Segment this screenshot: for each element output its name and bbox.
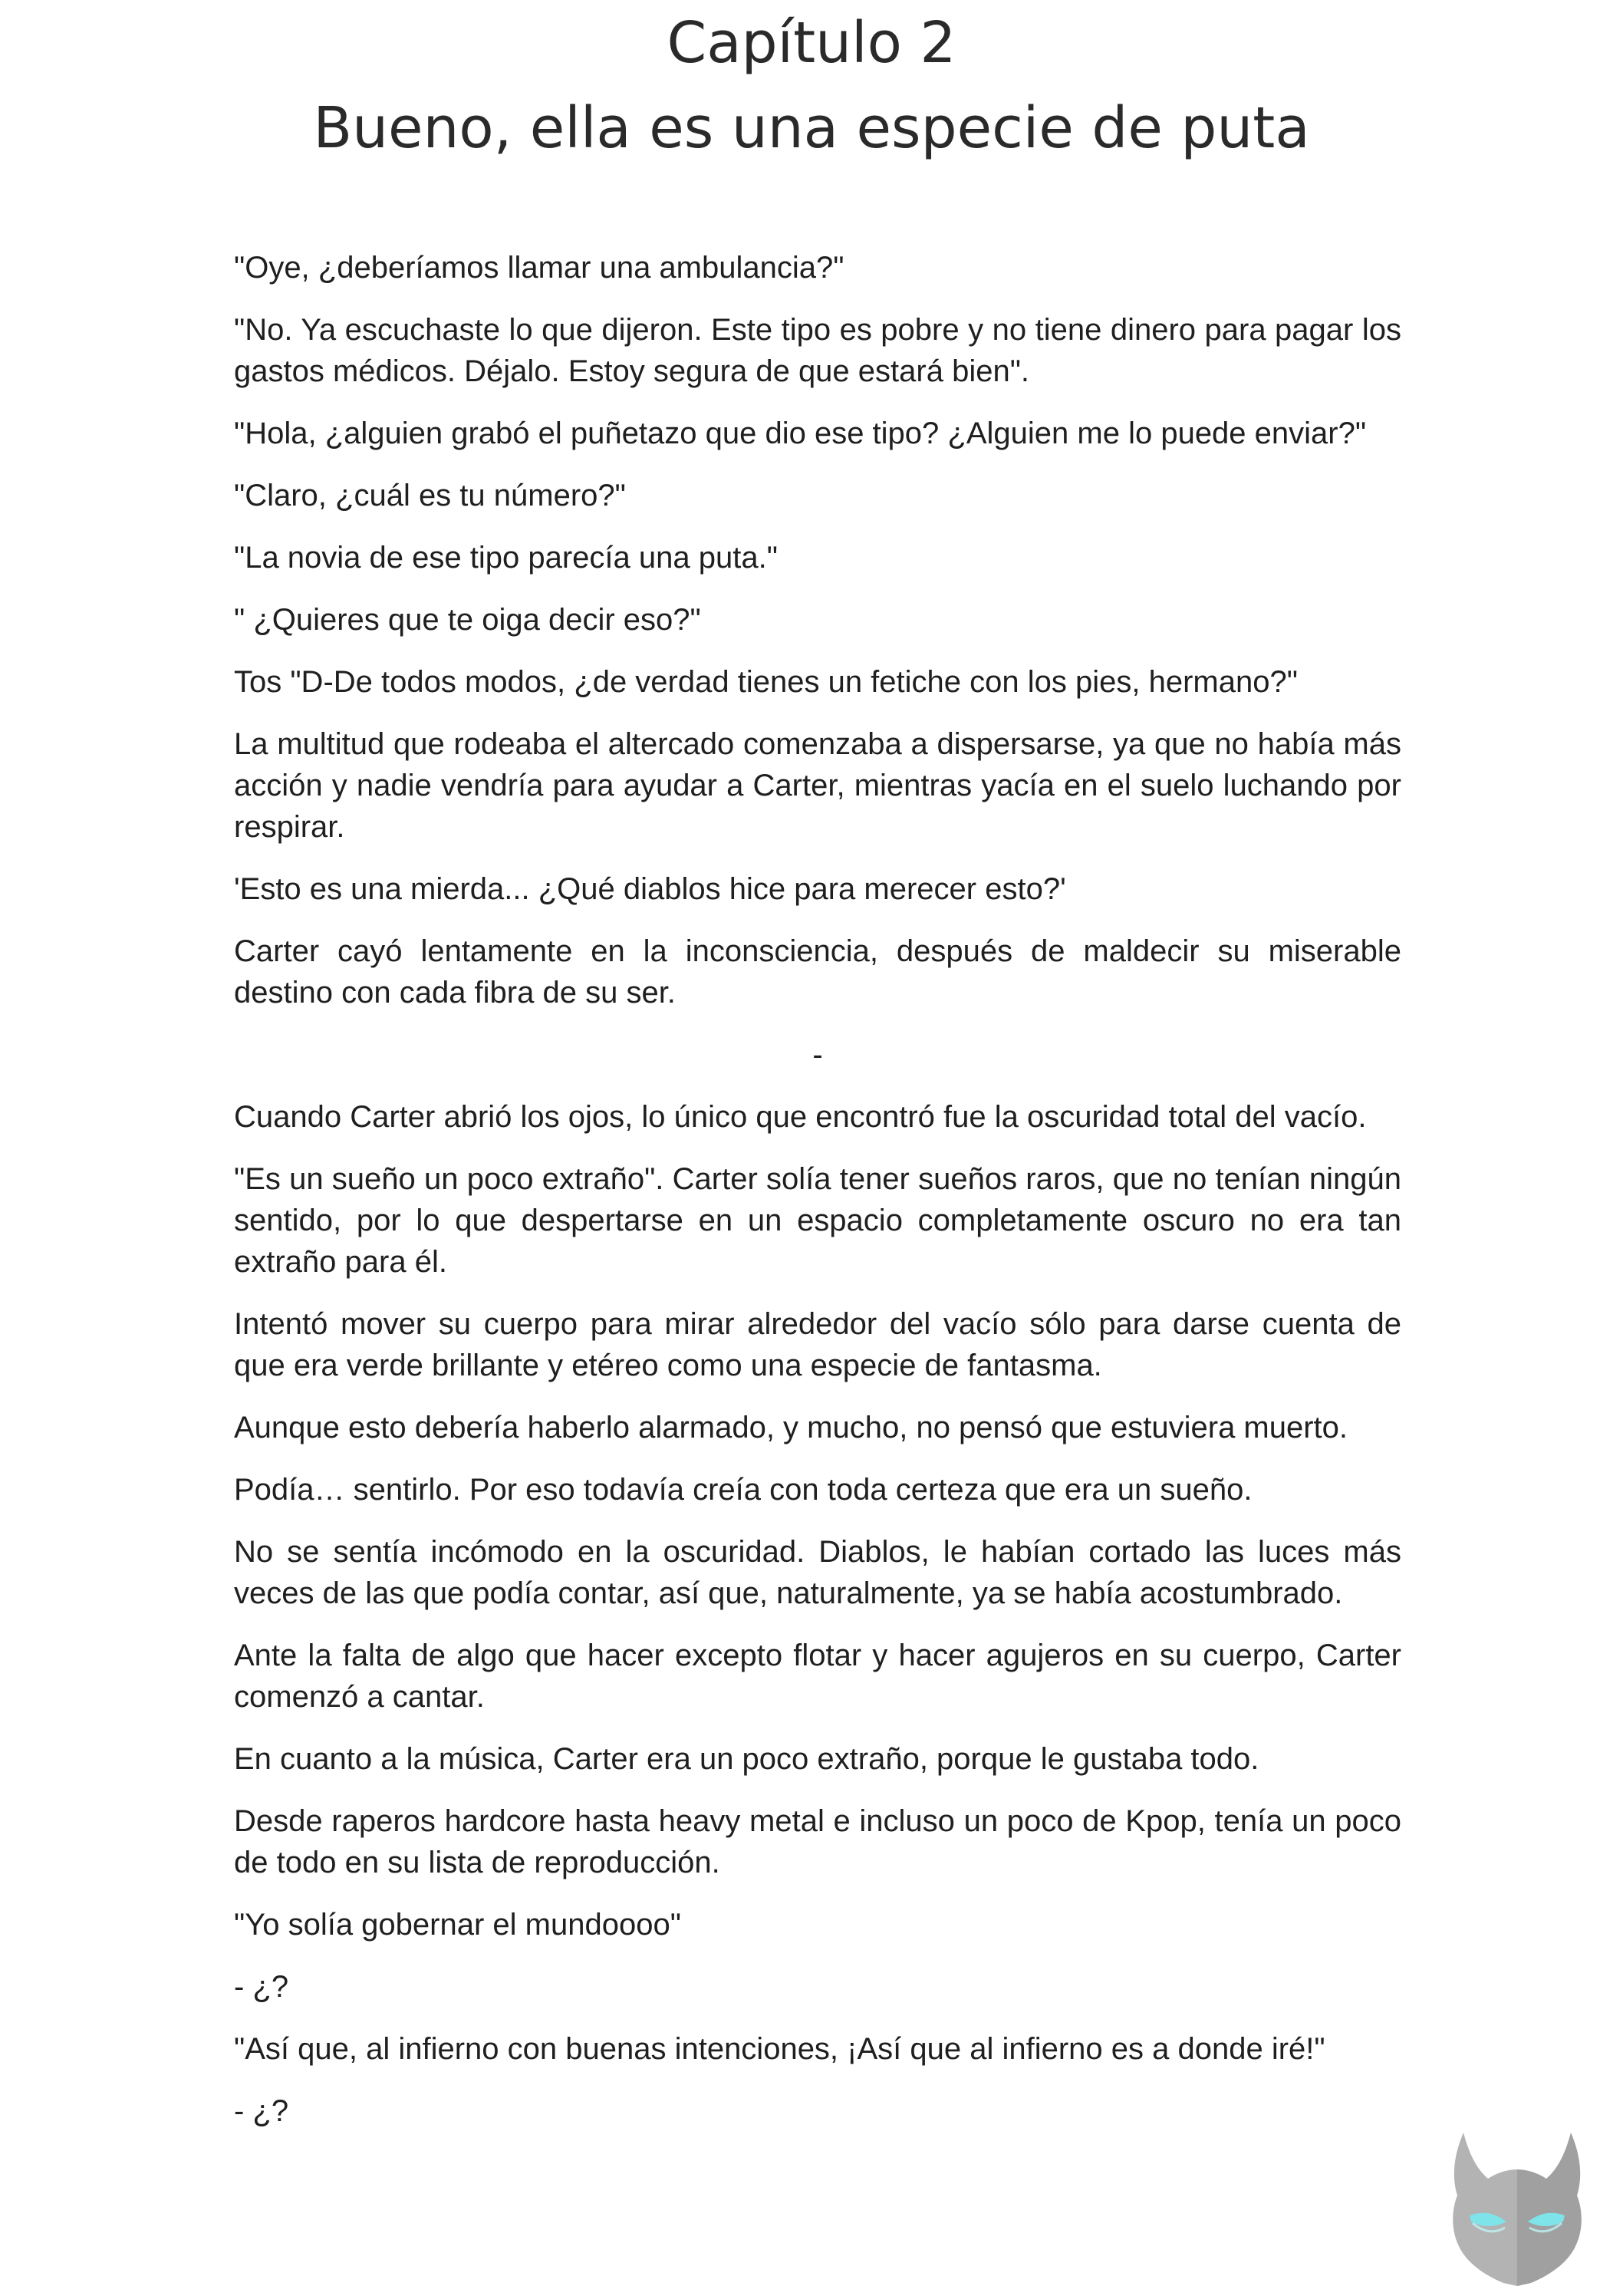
chapter-number: Capítulo 2 [667,10,956,76]
paragraph: "Hola, ¿alguien grabó el puñetazo que dio ese tipo? ¿Alguien me lo puede enviar?" [234,417,1367,450]
paragraph: "Así que, al infierno con buenas intenciones, ¡Así que al infierno es a donde iré!" [234,2032,1325,2066]
paragraph: "Yo solía gobernar el mundoooo" [234,1908,681,1942]
paragraph: "Claro, ¿cuál es tu número?" [234,479,626,512]
chapter-title: Bueno, ella es una especie de puta [313,95,1310,161]
paragraph: No se sentía incómodo en la oscuridad. Diablos, le habían cortado las luces más veces de las que podía contar, así que, naturalmente, ya se había acostumbrado. [234,1535,1401,1610]
chapter-body [234,247,1401,2153]
paragraph: "Es un sueño un poco extraño". Carter solía tener sueños raros, que no tenían ningún sentido, por lo que despertarse en un espacio completamente oscuro no era tan extraño para él. [234,1162,1401,1279]
paragraph: "Oye, ¿deberíamos llamar una ambulancia?" [234,251,844,285]
paragraph: - ¿? [234,2094,289,2128]
paragraph: "No. Ya escuchaste lo que dijeron. Este tipo es pobre y no tiene dinero para pagar los gastos médicos. Déjalo. Estoy segura de que estará bien". [234,313,1401,388]
paragraph: Ante la falta de algo que hacer excepto flotar y hacer agujeros en su cuerpo, Carter comenzó a cantar. [234,1639,1401,1714]
paragraph: 'Esto es una mierda... ¿Qué diablos hice para merecer esto?' [234,872,1066,906]
paragraph: Cuando Carter abrió los ojos, lo único que encontró fue la oscuridad total del vacío. [234,1100,1367,1134]
paragraph: Tos "D-De todos modos, ¿de verdad tienes un fetiche con los pies, hermano?" [234,665,1298,699]
paragraph: " ¿Quieres que te oiga decir eso?" [234,603,701,637]
paragraph: Podía… sentirlo. Por eso todavía creía con toda certeza que era un sueño. [234,1473,1253,1507]
paragraph: Aunque esto debería haberlo alarmado, y mucho, no pensó que estuviera muerto. [234,1411,1348,1444]
scene-separator: - [812,1038,823,1072]
paragraph: Carter cayó lentamente en la inconsciencia, después de maldecir su miserable destino con cada fibra de su ser. [234,934,1401,1010]
demon-head-icon [1440,2125,1594,2286]
paragraph: - ¿? [234,1970,289,2004]
paragraph: Desde raperos hardcore hasta heavy metal e incluso un poco de Kpop, tenía un poco de todo en su lista de reproducción. [234,1804,1401,1879]
paragraph: "La novia de ese tipo parecía una puta." [234,541,778,575]
paragraph: Intentó mover su cuerpo para mirar alrededor del vacío sólo para darse cuenta de que era verde brillante y etéreo como una especie de fantasma. [234,1307,1401,1382]
paragraph: En cuanto a la música, Carter era un poco extraño, porque le gustaba todo. [234,1742,1259,1776]
paragraph: La multitud que rodeaba el altercado comenzaba a dispersarse, ya que no había más acción y nadie vendría para ayudar a Carter, mientras yacía en el suelo luchando por respirar. [234,727,1401,844]
